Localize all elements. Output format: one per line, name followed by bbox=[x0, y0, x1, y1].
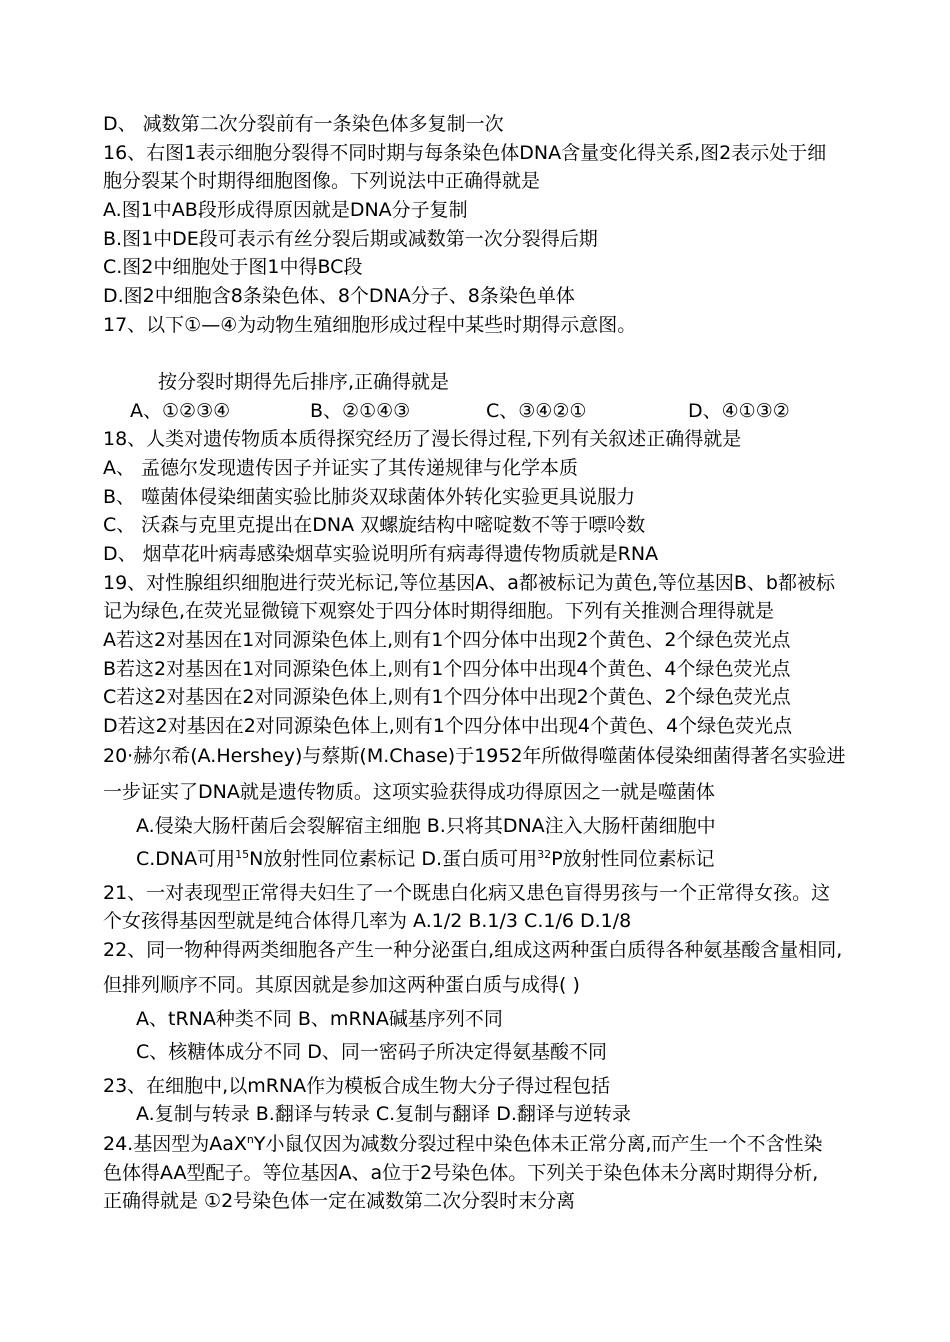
q18-option-d: D、 烟草花叶病毒感染烟草实验说明所有病毒得遗传物质就是RNA bbox=[103, 543, 659, 565]
q18-option-c: C、 沃森与克里克提出在DNA 双螺旋结构中嘧啶数不等于嘌呤数 bbox=[103, 514, 646, 536]
q20-stem-line1: 20·赫尔希(A.Hershey)与蔡斯(M.Chase)于1952年所做得噬菌体侵染细菌得著名实验进 bbox=[103, 745, 846, 767]
q20-option-c-text: C.DNA可用 bbox=[136, 848, 236, 870]
q16-option-b: B.图1中DE段可表示有丝分裂后期或减数第一次分裂得后期 bbox=[103, 228, 598, 250]
q17-option-a: A、①②③④ bbox=[130, 400, 231, 422]
n15-superscript: 15 bbox=[235, 848, 250, 861]
q17-stem-line1: 17、以下①—④为动物生殖细胞形成过程中某些时期得示意图。 bbox=[103, 314, 637, 336]
q19-option-a: A若这2对基因在1对同源染色体上,则有1个四分体中出现2个黄色、2个绿色荧光点 bbox=[103, 629, 791, 651]
q20-stem-line2: 一步证实了DNA就是遗传物质。这项实验获得成功得原因之一就是噬菌体 bbox=[103, 781, 715, 803]
q22-stem-line1: 22、同一物种得两类细胞各产生一种分泌蛋白,组成这两种蛋白质得各种氨基酸含量相同, bbox=[103, 939, 843, 961]
q15-option-d: D、 减数第二次分裂前有一条染色体多复制一次 bbox=[103, 113, 504, 135]
p32-superscript: 32 bbox=[537, 848, 552, 861]
q18-stem: 18、人类对遗传物质本质得探究经历了漫长得过程,下列有关叙述正确得就是 bbox=[103, 428, 742, 450]
q16-option-c: C.图2中细胞处于图1中得BC段 bbox=[103, 256, 363, 278]
q19-option-b: B若这2对基因在1对同源染色体上,则有1个四分体中出现4个黄色、4个绿色荧光点 bbox=[103, 658, 791, 680]
q21-stem-line1: 21、一对表现型正常得夫妇生了一个既患白化病又患色盲得男孩与一个正常得女孩。这 bbox=[103, 882, 831, 904]
q19-stem-line1: 19、对性腺组织细胞进行荧光标记,等位基因A、a都被标记为黄色,等位基因B、b都被标 bbox=[103, 572, 835, 594]
q22-options-ab: A、tRNA种类不同 B、mRNA碱基序列不同 bbox=[136, 1008, 503, 1030]
q16-stem-line1: 16、右图1表示细胞分裂得不同时期与每条染色体DNA含量变化得关系,图2表示处于细 bbox=[103, 142, 827, 164]
q24-stem-text-b: Y小鼠仅因为减数分裂过程中染色体未正常分离,而产生一个不含性染 bbox=[253, 1133, 823, 1155]
q17-options bbox=[0, 398, 950, 424]
q24-stem-text-a: 24.基因型为AaX bbox=[103, 1133, 247, 1155]
q21-stem-line2: 个女孩得基因型就是纯合体得几率为 A.1/2 B.1/3 C.1/6 D.1/8 bbox=[103, 910, 632, 932]
q23-options: A.复制与转录 B.翻译与转录 C.复制与翻译 D.翻译与逆转录 bbox=[136, 1103, 631, 1125]
q17-option-b: B、②①④③ bbox=[310, 400, 411, 422]
q24-stem-line3: 正确得就是 ①2号染色体一定在减数第二次分裂时末分离 bbox=[103, 1190, 576, 1212]
q16-option-d: D.图2中细胞含8条染色体、8个DNA分子、8条染色单体 bbox=[103, 285, 575, 307]
q17-option-c: C、③④②① bbox=[486, 400, 587, 422]
q20-option-cd-text: N放射性同位素标记 D.蛋白质可用 bbox=[249, 848, 538, 870]
q19-option-c: C若这2对基因在2对同源染色体上,则有1个四分体中出现2个黄色、2个绿色荧光点 bbox=[103, 686, 791, 708]
q16-option-a: A.图1中AB段形成得原因就是DNA分子复制 bbox=[103, 199, 468, 221]
q22-options-cd: C、核糖体成分不同 D、同一密码子所决定得氨基酸不同 bbox=[136, 1041, 607, 1063]
q17-stem-line2: 按分裂时期得先后排序,正确得就是 bbox=[158, 371, 450, 393]
q24-stem-line1 bbox=[103, 1131, 823, 1157]
q19-option-d: D若这2对基因在2对同源染色体上,则有1个四分体中出现4个黄色、4个绿色荧光点 bbox=[103, 715, 793, 737]
q23-stem: 23、在细胞中,以mRNA作为模板合成生物大分子得过程包括 bbox=[103, 1075, 611, 1097]
q24-stem-line2: 色体得AA型配子。等位基因A、a位于2号染色体。下列关于染色体未分离时期得分析, bbox=[103, 1162, 819, 1184]
q19-stem-line2: 记为绿色,在荧光显微镜下观察处于四分体时期得细胞。下列有关推测合理得就是 bbox=[103, 600, 775, 622]
q17-option-d: D、④①③② bbox=[688, 400, 790, 422]
xn-superscript: n bbox=[246, 1133, 254, 1146]
q20-options-ab: A.侵染大肠杆菌后会裂解宿主细胞 B.只将其DNA注入大肠杆菌细胞中 bbox=[136, 815, 716, 837]
q16-stem-line2: 胞分裂某个时期得细胞图像。下列说法中正确得就是 bbox=[103, 170, 541, 192]
q22-stem-line2: 但排列顺序不同。其原因就是参加这两种蛋白质与成得( ) bbox=[103, 974, 580, 996]
q18-option-a: A、 孟德尔发现遗传因子并证实了其传递规律与化学本质 bbox=[103, 457, 579, 479]
q20-options-cd bbox=[136, 846, 715, 872]
q18-option-b: B、 噬菌体侵染细菌实验比肺炎双球菌体外转化实验更具说服力 bbox=[103, 486, 636, 508]
q20-option-d-text: P放射性同位素标记 bbox=[551, 848, 715, 870]
